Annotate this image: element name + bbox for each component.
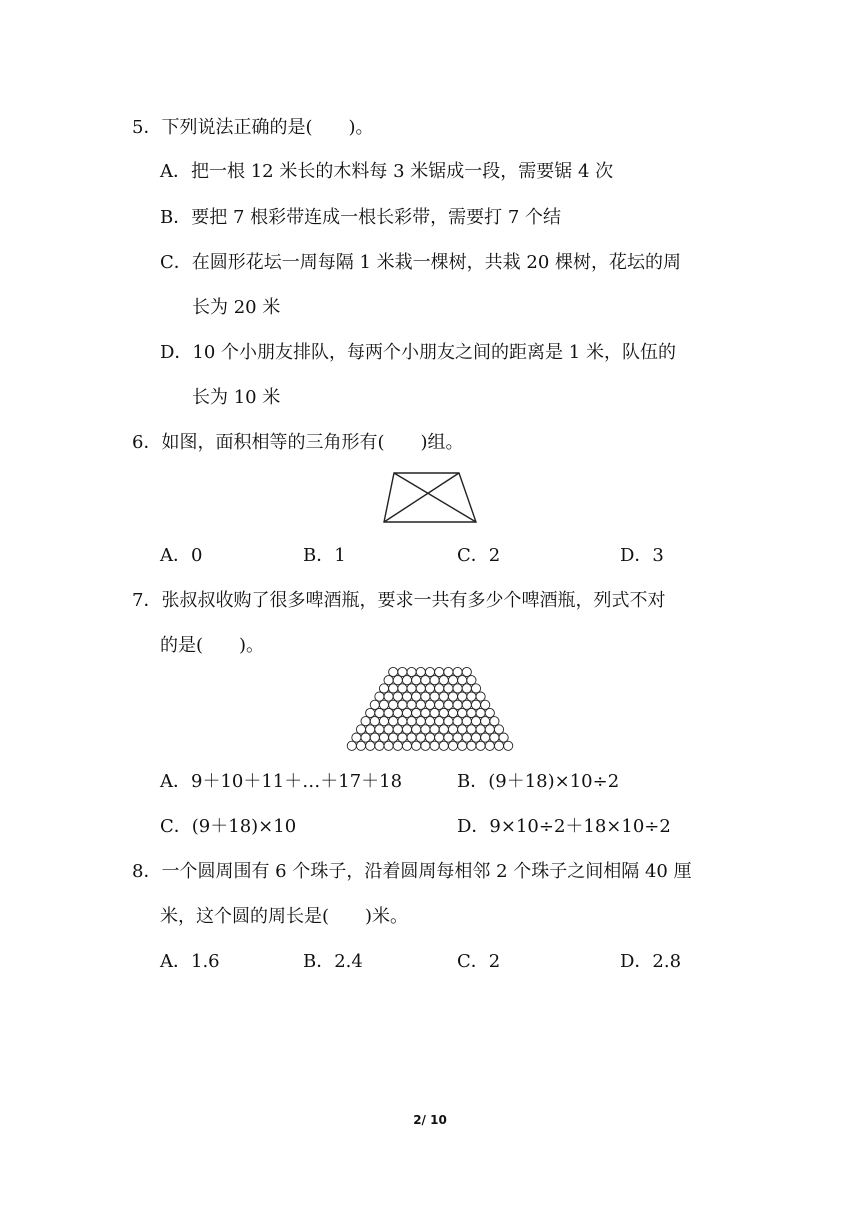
bottle-circle xyxy=(444,717,453,726)
bottle-circle xyxy=(379,733,388,742)
bottle-circle xyxy=(402,741,411,750)
bottle-circle xyxy=(402,725,411,734)
bottle-circle xyxy=(356,741,365,750)
bottle-circle xyxy=(379,700,388,709)
bottle-circle xyxy=(448,692,457,701)
bottle-circle xyxy=(430,708,439,717)
q6-stem: 6．如图，面积相等的三角形有( )组。 xyxy=(132,432,464,453)
bottle-circle xyxy=(462,717,471,726)
bottle-circle xyxy=(361,733,370,742)
bottle-circle xyxy=(439,741,448,750)
bottle-circle xyxy=(481,733,490,742)
bottle-circle xyxy=(435,684,444,693)
q5-option-a: A．把一根 12 米长的木料每 3 米锯成一段，需要锯 4 次 xyxy=(160,161,614,182)
bottle-circle xyxy=(421,725,430,734)
bottle-circle xyxy=(402,708,411,717)
bottle-circle xyxy=(458,708,467,717)
bottle-circle xyxy=(416,717,425,726)
q5-option-c-line2: 长为 20 米 xyxy=(192,297,281,318)
page-number: 2/ 10 xyxy=(413,1113,447,1127)
bottle-circle xyxy=(393,741,402,750)
bottle-circle xyxy=(375,741,384,750)
bottle-circle xyxy=(494,741,503,750)
bottle-circle xyxy=(375,708,384,717)
bottle-circle xyxy=(389,667,398,676)
bottle-circle xyxy=(389,700,398,709)
bottle-circle xyxy=(430,741,439,750)
bottle-circle xyxy=(421,708,430,717)
bottle-circle xyxy=(458,741,467,750)
bottle-circle xyxy=(481,717,490,726)
bottle-circle xyxy=(439,676,448,685)
q7-stem-line1: 7．张叔叔收购了很多啤酒瓶，要求一共有多少个啤酒瓶，列式不对 xyxy=(132,590,666,611)
bottle-circle xyxy=(458,676,467,685)
bottle-circle xyxy=(379,717,388,726)
bottle-circle xyxy=(458,725,467,734)
bottle-circle xyxy=(444,667,453,676)
bottle-circle xyxy=(384,741,393,750)
q5-option-d-line1: D．10 个小朋友排队，每两个小朋友之间的距离是 1 米，队伍的 xyxy=(160,342,676,363)
bottle-circle xyxy=(462,667,471,676)
bottle-circle xyxy=(425,717,434,726)
bottle-circle xyxy=(448,708,457,717)
q7-option-b: B．(9＋18)×10÷2 xyxy=(457,771,620,792)
bottle-circle xyxy=(398,700,407,709)
bottle-circle xyxy=(393,708,402,717)
bottle-circle xyxy=(416,667,425,676)
bottle-circle xyxy=(398,717,407,726)
bottle-circle xyxy=(416,733,425,742)
q7-option-c: C．(9＋18)×10 xyxy=(160,816,297,837)
bottle-circle xyxy=(425,700,434,709)
bottle-circle xyxy=(448,676,457,685)
bottle-circle xyxy=(352,733,361,742)
bottle-circle xyxy=(412,708,421,717)
bottle-circle xyxy=(453,684,462,693)
bottle-circle xyxy=(393,692,402,701)
q6-option-b: B．1 xyxy=(303,545,346,566)
bottle-circle xyxy=(384,725,393,734)
bottle-circle xyxy=(384,692,393,701)
bottle-circle xyxy=(494,725,503,734)
bottle-circle xyxy=(407,700,416,709)
bottle-circle xyxy=(370,733,379,742)
bottle-circle xyxy=(435,700,444,709)
bottle-circle xyxy=(444,733,453,742)
q8-option-a: A．1.6 xyxy=(160,951,220,972)
q8-stem-line2: 米，这个圆的周长是( )米。 xyxy=(160,906,409,927)
trapezoid-with-diagonals-figure xyxy=(380,470,480,526)
bottle-circle xyxy=(448,741,457,750)
bottle-circle xyxy=(435,717,444,726)
bottle-circle xyxy=(481,700,490,709)
q5-stem: 5．下列说法正确的是( )。 xyxy=(132,117,374,138)
bottle-circle xyxy=(356,725,365,734)
bottle-circle xyxy=(453,717,462,726)
q5-option-c-line1: C．在圆形花坛一周每隔 1 米栽一棵树，共栽 20 棵树，花坛的周 xyxy=(160,252,682,273)
q6-option-c: C．2 xyxy=(457,545,501,566)
bottle-circle xyxy=(490,717,499,726)
bottle-circle xyxy=(462,700,471,709)
trapezoid-diagonal-2 xyxy=(384,473,459,522)
bottle-circle xyxy=(384,708,393,717)
bottle-circle xyxy=(370,717,379,726)
bottle-circle xyxy=(389,733,398,742)
bottle-circle xyxy=(389,684,398,693)
q7-option-d: D．9×10÷2＋18×10÷2 xyxy=(457,816,671,837)
bottle-circle xyxy=(370,700,379,709)
bottle-circle xyxy=(471,684,480,693)
bottle-circle xyxy=(467,692,476,701)
q6-option-a: A．0 xyxy=(160,545,203,566)
bottle-circle xyxy=(476,741,485,750)
bottle-circle xyxy=(402,692,411,701)
q8-option-d: D．2.8 xyxy=(620,951,682,972)
bottle-circle xyxy=(379,684,388,693)
bottle-circle xyxy=(421,692,430,701)
bottle-circle xyxy=(398,667,407,676)
bottle-circle xyxy=(366,741,375,750)
bottle-circle xyxy=(416,684,425,693)
bottle-circle xyxy=(476,725,485,734)
bottle-circle xyxy=(425,684,434,693)
bottle-circle xyxy=(421,676,430,685)
bottle-circle xyxy=(499,733,508,742)
bottle-circle xyxy=(444,700,453,709)
bottle-circle xyxy=(407,684,416,693)
bottle-circle xyxy=(375,725,384,734)
bottle-circle xyxy=(407,667,416,676)
bottle-circle xyxy=(444,684,453,693)
bottle-circle xyxy=(412,692,421,701)
bottle-circle xyxy=(439,692,448,701)
q8-option-c: C．2 xyxy=(457,951,501,972)
bottle-circle xyxy=(398,733,407,742)
bottle-circle xyxy=(412,741,421,750)
bottle-circle xyxy=(476,692,485,701)
bottle-circle xyxy=(384,676,393,685)
bottle-circle xyxy=(430,725,439,734)
q7-option-a: A．9＋10＋11＋…＋17＋18 xyxy=(160,771,403,792)
bottle-circle xyxy=(462,733,471,742)
bottle-circle xyxy=(504,741,513,750)
bottle-circle xyxy=(430,692,439,701)
bottle-circle xyxy=(393,676,402,685)
q6-option-d: D．3 xyxy=(620,545,664,566)
bottle-circle xyxy=(402,676,411,685)
bottle-circle xyxy=(448,725,457,734)
bottle-circle xyxy=(467,725,476,734)
bottle-circle xyxy=(407,717,416,726)
bottle-circle xyxy=(458,692,467,701)
bottle-circle xyxy=(471,717,480,726)
bottle-circle xyxy=(435,667,444,676)
bottle-circle xyxy=(421,741,430,750)
bottle-circle xyxy=(485,708,494,717)
bottle-circle xyxy=(412,725,421,734)
bottle-circle xyxy=(453,733,462,742)
q8-stem-line1: 8．一个圆周围有 6 个珠子，沿着圆周每相邻 2 个珠子之间相隔 40 厘 xyxy=(132,861,692,882)
bottle-circle xyxy=(416,700,425,709)
bottle-circle xyxy=(467,708,476,717)
bottle-circle xyxy=(435,733,444,742)
bottle-circle xyxy=(490,733,499,742)
bottle-circle xyxy=(462,684,471,693)
bottle-circle xyxy=(439,708,448,717)
q5-option-d-line2: 长为 10 米 xyxy=(192,387,281,408)
bottle-circle xyxy=(393,725,402,734)
trapezoid-outline xyxy=(384,473,476,522)
bottle-circle xyxy=(412,676,421,685)
trapezoid-diagonal-1 xyxy=(394,473,476,522)
bottle-circle xyxy=(471,700,480,709)
q7-stem-line2: 的是( )。 xyxy=(160,635,265,656)
q5-option-b: B．要把 7 根彩带连成一根长彩带，需要打 7 个结 xyxy=(160,207,562,228)
bottle-circle xyxy=(471,733,480,742)
bottle-circle xyxy=(366,708,375,717)
bottle-circle xyxy=(453,700,462,709)
bottle-circle xyxy=(467,676,476,685)
bottle-circle xyxy=(398,684,407,693)
bottle-circle xyxy=(439,725,448,734)
bottle-circle xyxy=(389,717,398,726)
q8-option-b: B．2.4 xyxy=(303,951,363,972)
bottle-circle xyxy=(361,717,370,726)
bottle-circle xyxy=(425,733,434,742)
bottle-circle xyxy=(453,667,462,676)
bottle-circle xyxy=(485,725,494,734)
bottle-circle xyxy=(366,725,375,734)
bottle-circle xyxy=(407,733,416,742)
bottle-circle xyxy=(476,708,485,717)
bottle-circle xyxy=(425,667,434,676)
bottle-circle xyxy=(467,741,476,750)
bottle-circle xyxy=(430,676,439,685)
stacked-bottles-figure xyxy=(340,666,520,758)
bottle-circle xyxy=(375,692,384,701)
bottle-circle xyxy=(485,741,494,750)
bottle-circle xyxy=(347,741,356,750)
